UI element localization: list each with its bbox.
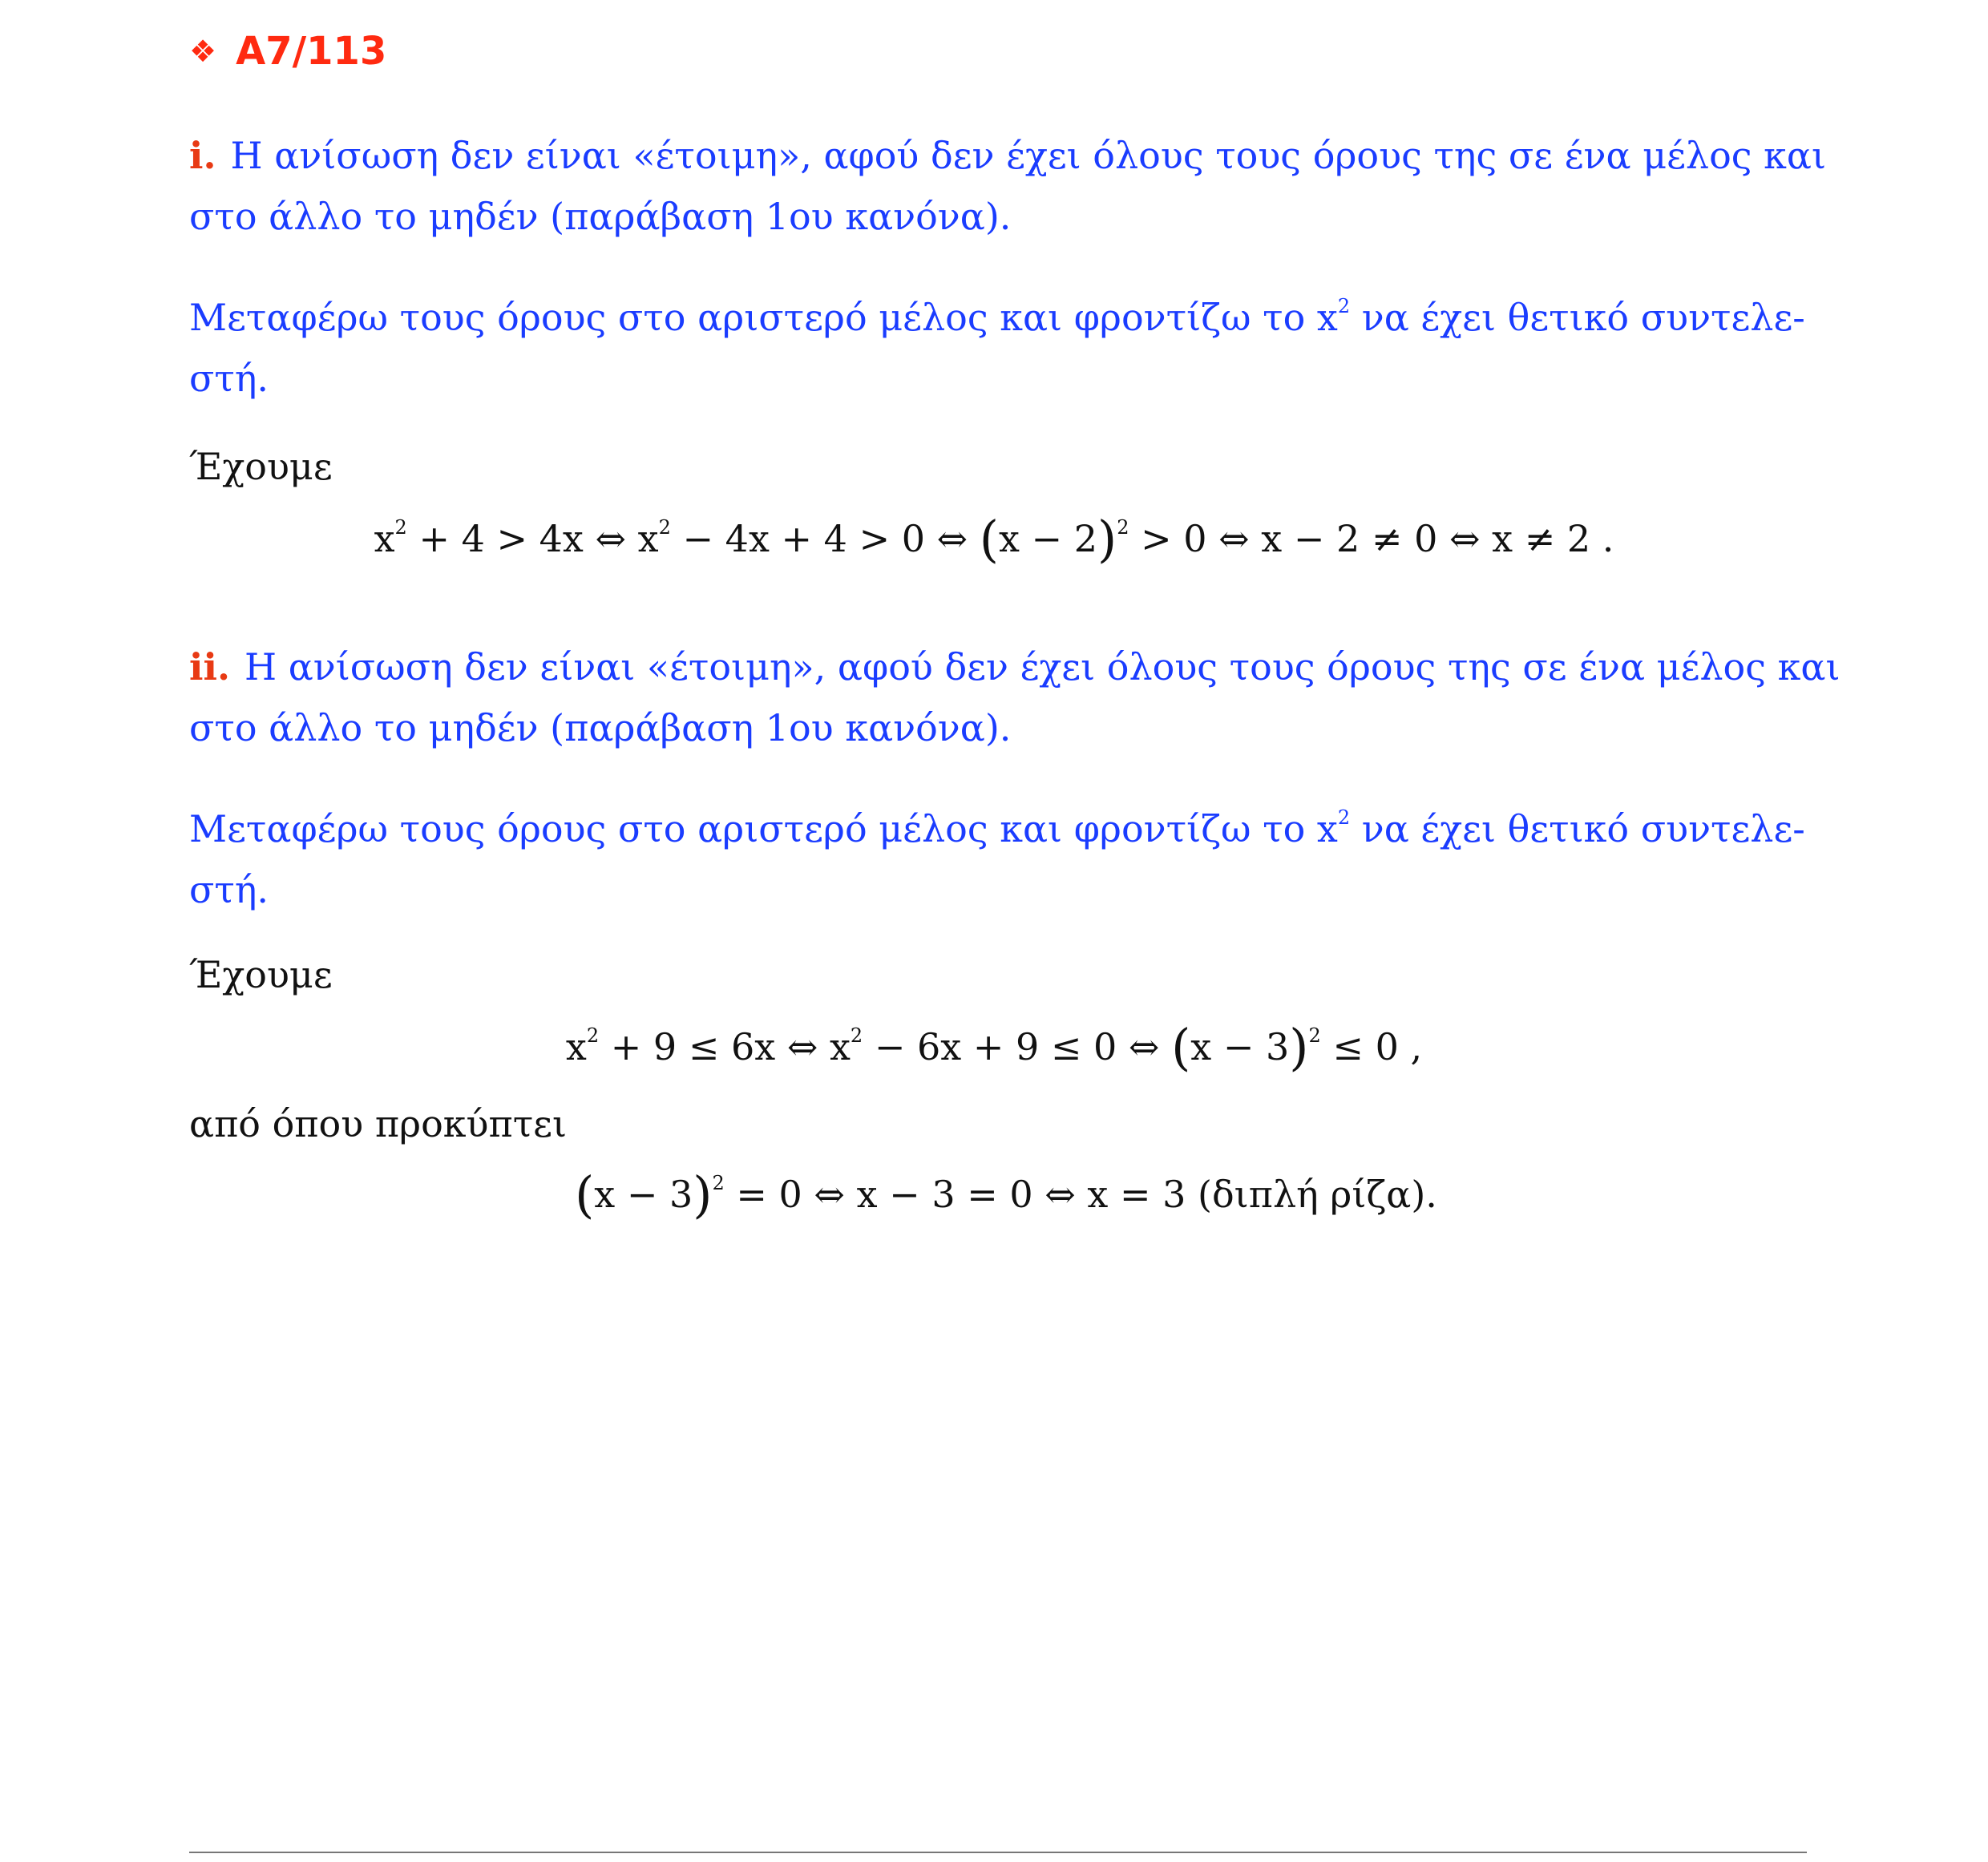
eq2-right-paren: ) [1289,1018,1309,1076]
part1-number: i. [189,134,216,177]
part2-equation2 [0,1162,1988,1227]
eq2-term-d: x − 3 [1190,1025,1290,1068]
eq1-term-e: > 0 ⇔ x − 2 ≠ 0 ⇔ x ≠ 2 . [1129,517,1614,560]
eq2-left-paren: ( [1171,1018,1191,1076]
eq3-left-paren: ( [575,1165,595,1224]
part1-move-terms [189,287,1841,409]
eq2-sup-b: 2 [850,1024,863,1047]
part2-result-text: από όπου προκύπτει [189,1102,568,1145]
eq3-term-a: x − 3 [594,1173,693,1216]
eq1-term-b: + 4 > 4x ⇔ x [406,517,659,560]
part2-move-text-b: να έχει θετικό συντελε-στή. [189,807,1805,911]
footer-divider [189,1852,1807,1853]
part2-exomeme: Έχουμε [189,953,333,996]
eq2-term-c: − 6x + 9 ≤ 0 ⇔ [863,1025,1172,1068]
eq3-right-paren: ) [693,1165,713,1224]
diamond-bullet-icon: ❖ [189,34,217,69]
eq2-term-b: + 9 ≤ 6x ⇔ x [599,1025,851,1068]
eq1-sup-a: 2 [394,516,407,539]
eq2-term-a: x [565,1025,587,1068]
eq1-right-paren: ) [1097,510,1117,568]
eq1-term-c: − 4x + 4 > 0 ⇔ [670,517,980,560]
eq1-sup-d: 2 [1117,516,1129,539]
part1-move-sup: 2 [1337,295,1351,317]
part2-move-terms [189,798,1841,920]
part2-intro-text: Η ανίσωση δεν είναι «έτοιμη», αφού δεν έχει όλους τους όρους της σε ένα μέλος και στο άλλο το μηδέν (παράβαση 1ου κανόνα). [189,645,1841,749]
part2-move-text-a: Μεταφέρω τους όρους στο αριστερό μέλος και φροντίζω το x [189,807,1338,850]
part2-number: ii. [189,645,230,689]
eq2-sup-d: 2 [1308,1024,1321,1047]
eq2-term-e: ≤ 0 , [1320,1025,1423,1068]
eq1-term-a: x [374,517,395,560]
part1-equation [0,507,1988,572]
eq1-left-paren: ( [979,510,999,568]
part1-move-text-b: να έχει θετικό συντελε-στή. [189,296,1805,400]
eq1-term-d: x − 2 [998,517,1097,560]
part1-intro-text: Η ανίσωση δεν είναι «έτοιμη», αφού δεν έχει όλους τους όρους της σε ένα μέλος και στο άλλο το μηδέν (παράβαση 1ου κανόνα). [189,134,1827,238]
exercise-heading [189,29,386,74]
eq3-sup-a: 2 [712,1172,725,1194]
eq2-sup-a: 2 [586,1024,600,1047]
part1-intro [189,125,1841,247]
eq1-sup-b: 2 [658,516,671,539]
part2-equation1 [0,1015,1988,1080]
part2-intro [189,636,1841,758]
exercise-title: A7/113 [236,29,387,74]
eq3-term-b: = 0 ⇔ x − 3 = 0 ⇔ x = 3 (διπλή ρίζα). [724,1173,1437,1216]
part1-move-text-a: Μεταφέρω τους όρους στο αριστερό μέλος και φροντίζω το x [189,296,1338,339]
part1-exomeme: Έχουμε [189,445,333,488]
part2-move-sup: 2 [1337,806,1351,829]
